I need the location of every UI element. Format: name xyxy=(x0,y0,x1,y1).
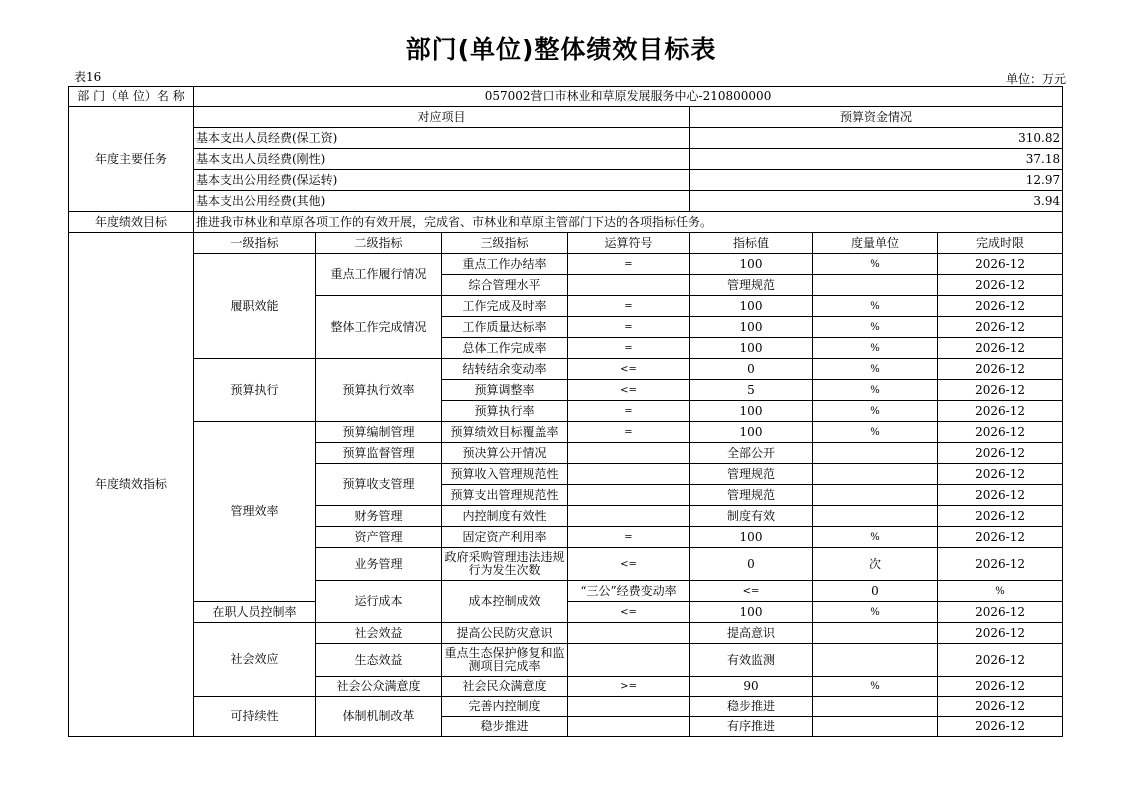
level2-cell: 预算执行效率 xyxy=(316,359,442,422)
unit-cell xyxy=(813,485,938,506)
level3-cell: 完善内控制度 xyxy=(442,697,568,717)
level2-cell: 重点工作履行情况 xyxy=(316,254,442,296)
deadline-cell: 2026-12 xyxy=(938,677,1063,697)
performance-table xyxy=(68,86,1063,737)
dept-name: 057002营口市林业和草原发展服务中心-210800000 xyxy=(194,87,1063,107)
level2-cell: 资产管理 xyxy=(316,527,442,548)
deadline-cell: 2026-12 xyxy=(938,644,1063,677)
goal-row xyxy=(69,212,1063,233)
unit-cell xyxy=(813,717,938,737)
value-cell: 管理规范 xyxy=(690,464,813,485)
unit-cell: % xyxy=(938,581,1063,602)
level3-cell: 预决算公开情况 xyxy=(442,443,568,464)
goal-text: 推进我市林业和草原各项工作的有效开展，完成省、市林业和草原主管部门下达的各项指标任务。 xyxy=(194,212,1063,233)
deadline-cell: 2026-12 xyxy=(938,296,1063,317)
header-value: 指标值 xyxy=(690,233,813,254)
operator-cell: = xyxy=(568,296,690,317)
goal-label: 年度绩效目标 xyxy=(69,212,194,233)
level3-cell: 重点生态保护修复和监测项目完成率 xyxy=(442,644,568,677)
operator-cell: <= xyxy=(568,602,690,623)
level3-cell: 重点工作办结率 xyxy=(442,254,568,275)
value-cell: 100 xyxy=(690,338,813,359)
operator-cell xyxy=(568,623,690,644)
level1-cell: 管理效率 xyxy=(194,422,316,602)
operator-cell xyxy=(568,717,690,737)
operator-cell xyxy=(568,506,690,527)
header-operator: 运算符号 xyxy=(568,233,690,254)
value-cell: 有效监测 xyxy=(690,644,813,677)
deadline-cell: 2026-12 xyxy=(938,506,1063,527)
col-project-header: 对应项目 xyxy=(194,107,690,128)
task-row xyxy=(69,191,1063,212)
value-cell: 稳步推进 xyxy=(690,697,813,717)
deadline-cell: 2026-12 xyxy=(938,548,1063,581)
level2-cell: 预算监督管理 xyxy=(316,443,442,464)
operator-cell: <= xyxy=(568,359,690,380)
operator-cell: = xyxy=(568,338,690,359)
value-cell: 100 xyxy=(690,401,813,422)
deadline-cell: 2026-12 xyxy=(938,338,1063,359)
deadline-cell: 2026-12 xyxy=(938,697,1063,717)
operator-cell: = xyxy=(568,317,690,338)
unit-cell: % xyxy=(813,401,938,422)
level3-cell: 预算调整率 xyxy=(442,380,568,401)
level1-cell: 运行成本 xyxy=(316,581,442,623)
level2-cell: 成本控制成效 xyxy=(442,581,568,623)
indicator-row xyxy=(69,254,1063,275)
unit-cell xyxy=(813,275,938,296)
deadline-cell: 2026-12 xyxy=(938,359,1063,380)
operator-cell: <= xyxy=(568,380,690,401)
dept-row xyxy=(69,87,1063,107)
unit-cell: 次 xyxy=(813,548,938,581)
operator-cell: = xyxy=(568,401,690,422)
operator-cell xyxy=(568,697,690,717)
operator-cell: <= xyxy=(568,548,690,581)
table-number: 表16 xyxy=(74,70,102,84)
deadline-cell: 2026-12 xyxy=(938,623,1063,644)
unit-cell: % xyxy=(813,338,938,359)
task-name: 基本支出人员经费(保工资) xyxy=(194,128,690,149)
task-name: 基本支出人员经费(刚性) xyxy=(194,149,690,170)
value-cell: 100 xyxy=(690,422,813,443)
operator-cell: = xyxy=(568,254,690,275)
deadline-cell: 2026-12 xyxy=(938,443,1063,464)
level3-cell: 提高公民防灾意识 xyxy=(442,623,568,644)
value-cell: 0 xyxy=(813,581,938,602)
unit-label: 单位：万元 xyxy=(1005,72,1066,86)
task-name: 基本支出公用经费(其他) xyxy=(194,191,690,212)
page-title: 部门(单位)整体绩效目标表 xyxy=(405,35,717,64)
unit-cell: % xyxy=(813,359,938,380)
deadline-cell: 2026-12 xyxy=(938,485,1063,506)
deadline-cell: 2026-12 xyxy=(938,401,1063,422)
indicator-header-row xyxy=(69,233,1063,254)
unit-cell xyxy=(813,464,938,485)
task-row xyxy=(69,170,1063,191)
operator-cell: <= xyxy=(690,581,813,602)
deadline-cell: 2026-12 xyxy=(938,717,1063,737)
level3-cell: 固定资产利用率 xyxy=(442,527,568,548)
unit-cell: % xyxy=(813,317,938,338)
value-cell: 90 xyxy=(690,677,813,697)
level3-cell: 内控制度有效性 xyxy=(442,506,568,527)
header-level3: 三级指标 xyxy=(442,233,568,254)
level2-cell: 预算收支管理 xyxy=(316,464,442,506)
deadline-cell: 2026-12 xyxy=(938,464,1063,485)
unit-cell xyxy=(813,644,938,677)
dept-label: 部 门（单 位）名 称 xyxy=(69,87,194,107)
level3-cell: 预算执行率 xyxy=(442,401,568,422)
operator-cell xyxy=(568,443,690,464)
unit-cell: % xyxy=(813,422,938,443)
deadline-cell: 2026-12 xyxy=(938,422,1063,443)
value-cell: 制度有效 xyxy=(690,506,813,527)
tasks-header-row xyxy=(69,107,1063,128)
level2-cell: 整体工作完成情况 xyxy=(316,296,442,359)
level1-cell: 履职效能 xyxy=(194,254,316,359)
header-level2: 二级指标 xyxy=(316,233,442,254)
level3-cell: 在职人员控制率 xyxy=(194,602,316,623)
unit-cell xyxy=(813,506,938,527)
header-level1: 一级指标 xyxy=(194,233,316,254)
task-row xyxy=(69,149,1063,170)
level2-cell: 体制机制改革 xyxy=(316,697,442,737)
deadline-cell: 2026-12 xyxy=(938,602,1063,623)
unit-cell xyxy=(813,623,938,644)
operator-cell: >= xyxy=(568,677,690,697)
task-amount: 12.97 xyxy=(690,170,1063,191)
indicator-row xyxy=(69,697,1063,717)
unit-cell: % xyxy=(813,602,938,623)
level3-cell: 预算支出管理规范性 xyxy=(442,485,568,506)
indicator-row xyxy=(69,359,1063,380)
level2-cell: 财务管理 xyxy=(316,506,442,527)
col-budget-header: 预算资金情况 xyxy=(690,107,1063,128)
unit-cell: % xyxy=(813,296,938,317)
value-cell: 管理规范 xyxy=(690,275,813,296)
level2-cell: 预算编制管理 xyxy=(316,422,442,443)
value-cell: 0 xyxy=(690,548,813,581)
level2-cell: 生态效益 xyxy=(316,644,442,677)
deadline-cell: 2026-12 xyxy=(938,275,1063,296)
level3-cell: 综合管理水平 xyxy=(442,275,568,296)
header-unit: 度量单位 xyxy=(813,233,938,254)
level3-cell: “三公”经费变动率 xyxy=(568,581,690,602)
level2-cell: 社会公众满意度 xyxy=(316,677,442,697)
level1-cell: 可持续性 xyxy=(194,697,316,737)
value-cell: 100 xyxy=(690,296,813,317)
deadline-cell: 2026-12 xyxy=(938,380,1063,401)
level1-cell: 社会效应 xyxy=(194,623,316,697)
level3-cell: 政府采购管理违法违规行为发生次数 xyxy=(442,548,568,581)
value-cell: 全部公开 xyxy=(690,443,813,464)
indicators-label: 年度绩效指标 xyxy=(69,233,194,737)
level2-cell: 社会效益 xyxy=(316,623,442,644)
value-cell: 100 xyxy=(690,527,813,548)
value-cell: 提高意识 xyxy=(690,623,813,644)
level3-cell: 工作质量达标率 xyxy=(442,317,568,338)
indicator-row xyxy=(69,422,1063,443)
deadline-cell: 2026-12 xyxy=(938,527,1063,548)
tasks-label: 年度主要任务 xyxy=(69,107,194,212)
header-deadline: 完成时限 xyxy=(938,233,1063,254)
unit-cell xyxy=(813,443,938,464)
deadline-cell: 2026-12 xyxy=(938,254,1063,275)
unit-cell: % xyxy=(813,380,938,401)
value-cell: 5 xyxy=(690,380,813,401)
task-name: 基本支出公用经费(保运转) xyxy=(194,170,690,191)
level3-cell: 稳步推进 xyxy=(442,717,568,737)
level2-cell: 业务管理 xyxy=(316,548,442,581)
value-cell: 管理规范 xyxy=(690,485,813,506)
value-cell: 100 xyxy=(690,317,813,338)
level3-cell: 社会民众满意度 xyxy=(442,677,568,697)
operator-cell xyxy=(568,464,690,485)
value-cell: 0 xyxy=(690,359,813,380)
value-cell: 100 xyxy=(690,602,813,623)
level3-cell: 工作完成及时率 xyxy=(442,296,568,317)
deadline-cell: 2026-12 xyxy=(938,317,1063,338)
level3-cell: 预算收入管理规范性 xyxy=(442,464,568,485)
indicator-row xyxy=(69,623,1063,644)
task-amount: 3.94 xyxy=(690,191,1063,212)
task-amount: 310.82 xyxy=(690,128,1063,149)
operator-cell: = xyxy=(568,422,690,443)
operator-cell xyxy=(568,485,690,506)
task-row xyxy=(69,128,1063,149)
operator-cell xyxy=(568,275,690,296)
value-cell: 有序推进 xyxy=(690,717,813,737)
unit-cell: % xyxy=(813,527,938,548)
level1-cell: 预算执行 xyxy=(194,359,316,422)
operator-cell: = xyxy=(568,527,690,548)
value-cell: 100 xyxy=(690,254,813,275)
level3-cell: 总体工作完成率 xyxy=(442,338,568,359)
unit-cell: % xyxy=(813,254,938,275)
level3-cell: 结转结余变动率 xyxy=(442,359,568,380)
operator-cell xyxy=(568,644,690,677)
task-amount: 37.18 xyxy=(690,149,1063,170)
level3-cell: 预算绩效目标覆盖率 xyxy=(442,422,568,443)
unit-cell xyxy=(813,697,938,717)
unit-cell: % xyxy=(813,677,938,697)
